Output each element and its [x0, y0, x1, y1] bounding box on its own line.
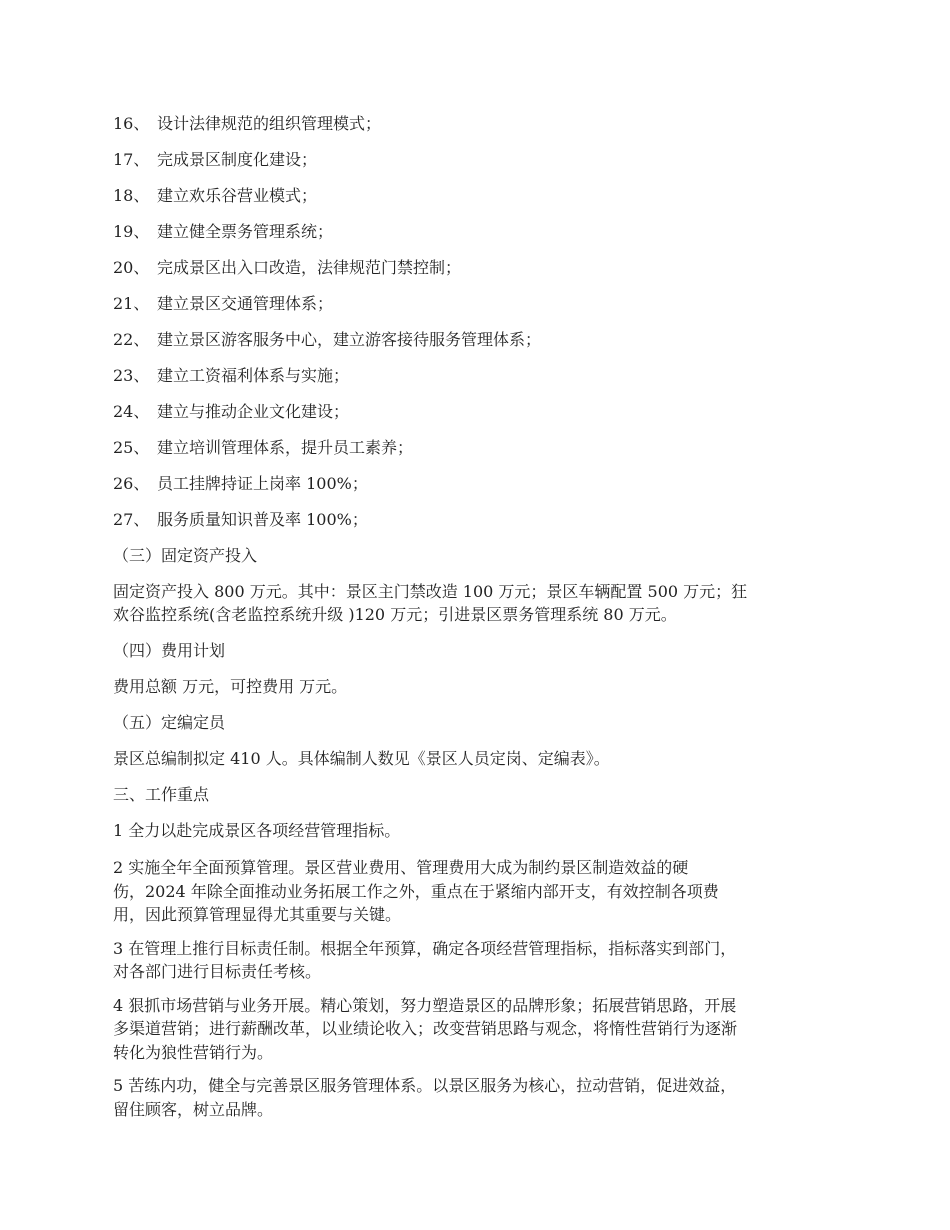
paragraph-line: 转化为狼性营销行为。 — [113, 1042, 274, 1062]
list-item-number: 16、 — [113, 114, 150, 133]
expense-paragraph: 费用总额 万元，可控费用 万元。 — [113, 677, 348, 696]
focus-paragraph-5 — [113, 1074, 838, 1121]
list-item-text: 建立欢乐谷营业模式； — [157, 186, 318, 205]
list-item — [113, 108, 838, 144]
fixed-assets-paragraph — [113, 580, 838, 626]
list-item-text: 设计法律规范的组织管理模式； — [157, 114, 382, 133]
list-item-text: 服务质量知识普及率 100%； — [157, 510, 368, 529]
focus-paragraph-2 — [113, 856, 838, 927]
list-item-number: 20、 — [113, 258, 150, 277]
list-item-text: 建立景区游客服务中心，建立游客接待服务管理体系； — [157, 330, 542, 349]
list-item-text: 建立景区交通管理体系； — [157, 294, 334, 313]
paragraph-line: 3 在管理上推行目标责任制。根据全年预算，确定各项经营管理指标，指标落实到部门， — [113, 938, 737, 958]
staffing-paragraph: 景区总编制拟定 410 人。具体编制人数见《景区人员定岗、定编表》。 — [113, 749, 610, 768]
list-item-text: 建立与推动企业文化建设； — [157, 402, 350, 421]
list-item-number: 18、 — [113, 186, 150, 205]
list-item — [113, 468, 838, 504]
list-item — [113, 252, 838, 288]
list-item-number: 22、 — [113, 330, 150, 349]
paragraph-line: 欢谷监控系统(含老监控系统升级 )120 万元；引进景区票务管理系统 80 万元。 — [113, 605, 677, 624]
paragraph-line: 留住顾客，树立品牌。 — [113, 1099, 274, 1119]
focus-paragraph-3 — [113, 937, 838, 984]
paragraph-line: 伤，2024 年除全面推动业务拓展工作之外，重点在于紧缩内部开支，有效控制各项费 — [113, 881, 719, 901]
paragraph-line: 4 狠抓市场营销与业务开展。精心策划，努力塑造景区的品牌形象；拓展营销思路，开展 — [113, 995, 737, 1015]
paragraph-line: 用，因此预算管理显得尤其重要与关键。 — [113, 905, 402, 924]
paragraph-line: 固定资产投入 800 万元。其中：景区主门禁改造 100 万元；景区车辆配置 500 万元；狂 — [113, 582, 748, 601]
list-item-number: 24、 — [113, 402, 150, 421]
section-heading-fixed-assets: （三）固定资产投入 — [113, 546, 258, 565]
list-item — [113, 216, 838, 252]
list-item-text: 建立健全票务管理系统； — [157, 222, 334, 241]
list-item-text: 完成景区制度化建设； — [157, 150, 318, 169]
list-item-number: 23、 — [113, 366, 150, 385]
section-heading-expense: （四）费用计划 — [113, 641, 226, 660]
list-item-number: 25、 — [113, 438, 150, 457]
list-item — [113, 288, 838, 324]
paragraph-line: 对各部门进行目标责任考核。 — [113, 962, 322, 981]
list-item — [113, 504, 838, 540]
list-item — [113, 180, 838, 216]
list-item-text: 建立工资福利体系与实施； — [157, 366, 350, 385]
list-item — [113, 396, 838, 432]
list-item-number: 26、 — [113, 474, 150, 493]
list-item — [113, 360, 838, 396]
focus-paragraph-4 — [113, 994, 838, 1065]
paragraph-line: 5 苦练内功，健全与完善景区服务管理体系。以景区服务为核心，拉动营销，促进效益， — [113, 1076, 737, 1095]
paragraph-line: 多渠道营销；进行薪酬改革，以业绩论收入；改变营销思路与观念，将惰性营销行为逐渐 — [113, 1019, 738, 1038]
list-item-text: 员工挂牌持证上岗率 100%； — [157, 474, 368, 493]
list-item — [113, 324, 838, 360]
section-heading-focus: 三、工作重点 — [113, 785, 210, 804]
list-item — [113, 432, 838, 468]
document-page — [113, 108, 838, 1131]
list-item-number: 27、 — [113, 510, 150, 529]
list-item-number: 21、 — [113, 294, 150, 313]
paragraph-line: 2 实施全年全面预算管理。景区营业费用、管理费用大成为制约景区制造效益的硬 — [113, 858, 689, 877]
list-item — [113, 144, 838, 180]
list-item-number: 19、 — [113, 222, 150, 241]
list-item-number: 17、 — [113, 150, 150, 169]
numbered-list — [113, 108, 838, 540]
section-heading-staffing: （五）定编定员 — [113, 713, 226, 732]
focus-paragraph-1: 1 全力以赴完成景区各项经营管理指标。 — [113, 821, 401, 840]
list-item-text: 建立培训管理体系，提升员工素养； — [157, 438, 414, 457]
list-item-text: 完成景区出入口改造，法律规范门禁控制； — [157, 258, 462, 277]
